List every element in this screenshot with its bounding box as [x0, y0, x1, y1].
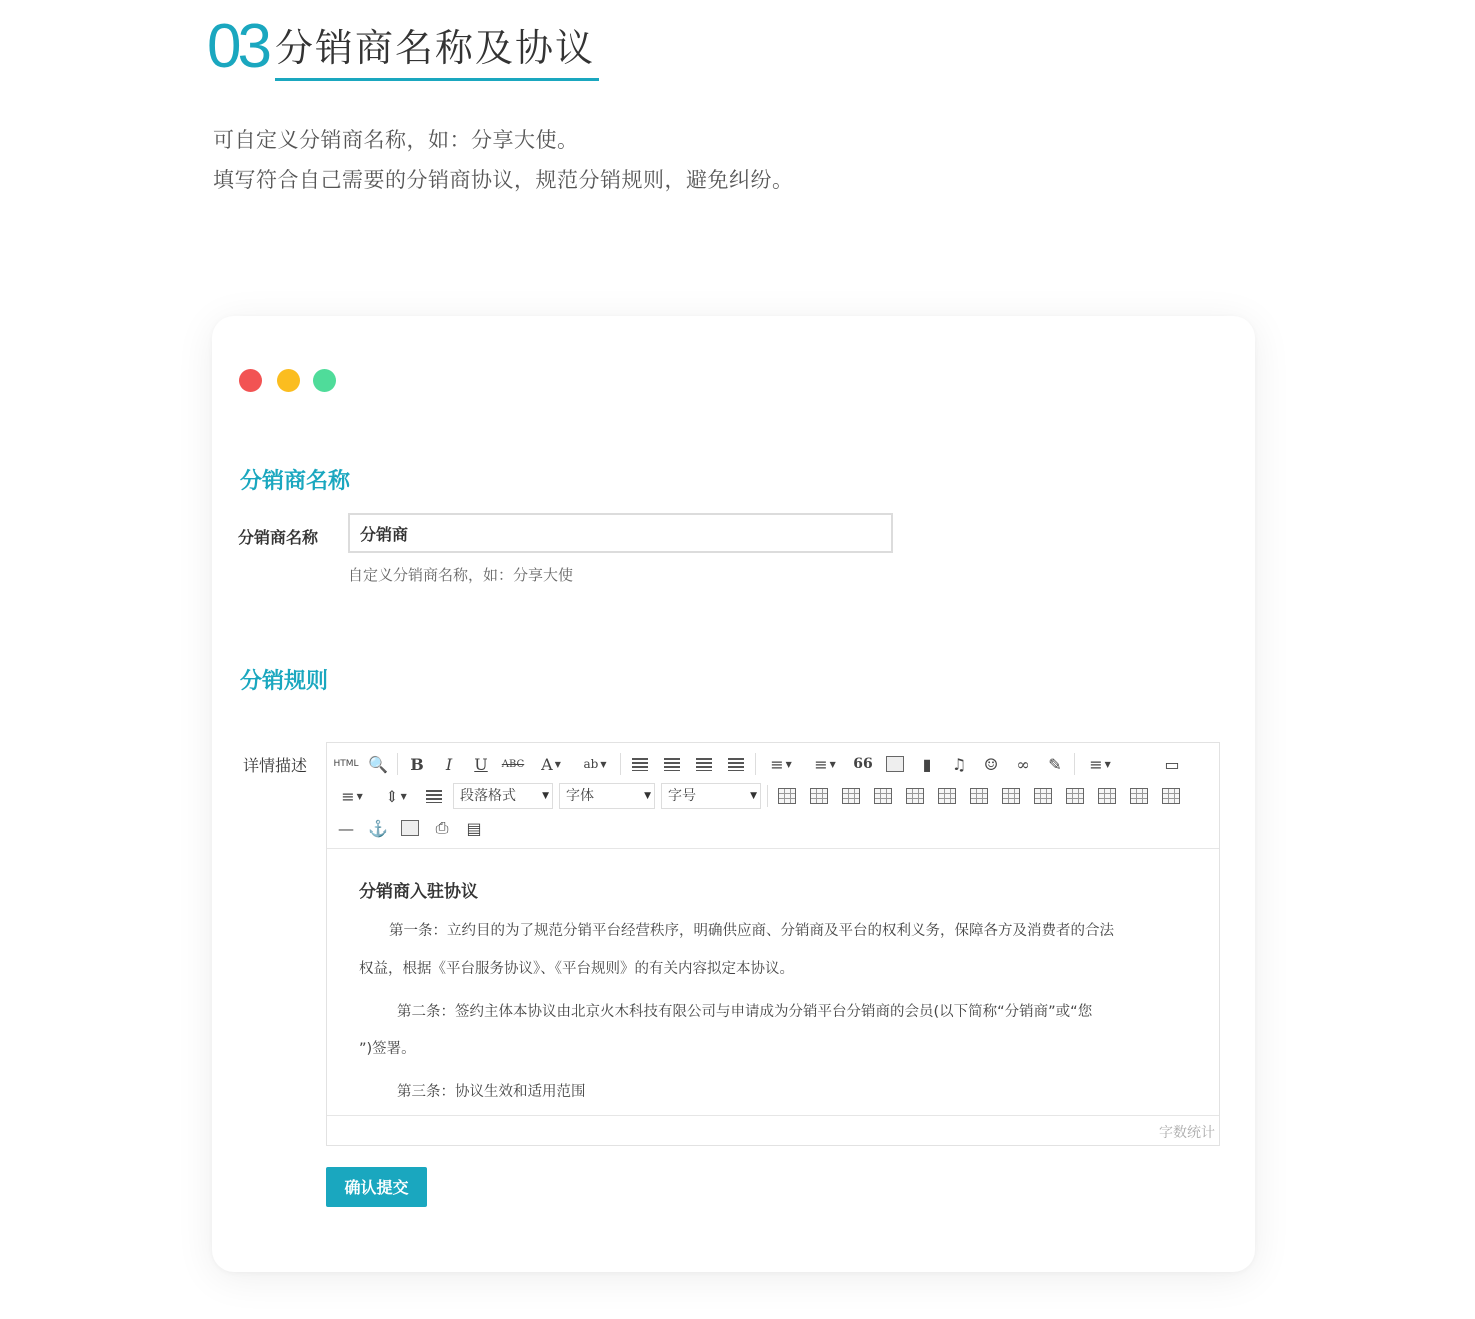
merge-down-icon[interactable]	[1030, 783, 1056, 809]
word-count-label: 字数统计	[1159, 1125, 1215, 1141]
html-source-button[interactable]: HTML	[333, 759, 359, 769]
agreement-title: 分销商入驻协议	[359, 882, 478, 902]
delete-col-icon[interactable]	[1158, 783, 1184, 809]
table-caption-icon[interactable]	[838, 783, 864, 809]
editor-content[interactable]	[327, 849, 1219, 1115]
agreement-paragraph: 第三条：协议生效和适用范围	[397, 1084, 586, 1100]
intro-text	[213, 120, 794, 200]
rich-text-editor	[326, 742, 1220, 1146]
editor-statusbar	[327, 1115, 1219, 1146]
name-field-label: 分销商名称	[238, 528, 319, 547]
horizontal-rule-icon[interactable]: —	[338, 818, 354, 838]
insert-table-icon[interactable]	[774, 783, 800, 809]
toolbar-row	[333, 750, 1191, 778]
paragraph-spacing-icon[interactable]: ≡ ▼	[341, 786, 363, 806]
align-left-icon[interactable]	[627, 751, 653, 777]
insert-paragraph-icon[interactable]	[902, 783, 928, 809]
split-cols-icon[interactable]	[1126, 783, 1152, 809]
ordered-list-icon[interactable]: ≡ ▼	[770, 754, 792, 774]
name-section-title: 分销商名称	[240, 469, 351, 494]
video-icon[interactable]: ▮	[922, 754, 932, 774]
blockquote-icon[interactable]: 66	[853, 756, 873, 772]
maximize-dot-icon[interactable]	[313, 369, 336, 392]
toolbar-divider	[397, 753, 398, 775]
minimize-dot-icon[interactable]	[277, 369, 300, 392]
bold-button[interactable]: B	[410, 754, 424, 774]
toolbar-divider	[755, 753, 756, 775]
preview-icon[interactable]: 🔍	[368, 754, 388, 774]
toolbar-divider	[1074, 753, 1075, 775]
indent-icon[interactable]	[421, 783, 447, 809]
paste-icon[interactable]: ▤	[466, 818, 482, 838]
name-field-hint: 自定义分销商名称，如：分享大使	[348, 566, 574, 584]
close-dot-icon[interactable]	[239, 369, 262, 392]
row-spacing-icon[interactable]: ⇕ ▼	[385, 786, 407, 806]
title-underline	[275, 78, 599, 81]
insert-column-icon[interactable]	[934, 783, 960, 809]
agreement-paragraph: 权益，根据《平台服务协议》、《平台规则》的有关内容拟定本协议。	[359, 961, 794, 977]
template-icon[interactable]	[397, 815, 423, 841]
merge-cells-icon[interactable]	[966, 783, 992, 809]
fullscreen-icon[interactable]: ▭	[1164, 754, 1180, 774]
font-size-select[interactable]: 字号 ▼	[661, 783, 761, 809]
toolbar-divider	[620, 753, 621, 775]
align-right-icon[interactable]	[691, 751, 717, 777]
eraser-icon[interactable]: ✎	[1048, 754, 1062, 774]
toolbar-row	[333, 782, 1190, 810]
agreement-paragraph: 第二条：签约主体本协议由北京火木科技有限公司与申请成为分销平台分销商的会员(以下简称“分销商”或“您	[397, 1004, 1093, 1020]
image-icon[interactable]	[882, 751, 908, 777]
align-center-icon[interactable]	[659, 751, 685, 777]
split-rows-icon[interactable]	[1094, 783, 1120, 809]
editor-toolbar	[327, 743, 1219, 849]
section-number: 03	[207, 12, 268, 81]
align-justify-icon[interactable]	[723, 751, 749, 777]
emoticon-icon[interactable]: ☺	[983, 754, 999, 774]
anchor-icon[interactable]: ⚓	[368, 818, 388, 838]
intro-line: 可自定义分销商名称，如：分享大使。	[213, 128, 579, 152]
intro-line: 填写符合自己需要的分销商协议，规范分销规则，避免纠纷。	[213, 168, 794, 192]
line-height-icon[interactable]: ≡ ▼	[1089, 754, 1111, 774]
highlight-color-button[interactable]: ab ▼	[583, 757, 607, 771]
print-icon[interactable]: ⎙	[435, 818, 449, 837]
toolbar-row	[333, 814, 493, 842]
split-cells-icon[interactable]	[1062, 783, 1088, 809]
underline-button[interactable]: U	[474, 754, 488, 774]
insert-row-icon[interactable]	[870, 783, 896, 809]
paragraph-format-select[interactable]: 段落格式 ▼	[453, 783, 553, 809]
italic-button[interactable]: I	[445, 754, 453, 774]
music-icon[interactable]: ♫	[951, 754, 967, 774]
font-family-select[interactable]: 字体 ▼	[559, 783, 655, 809]
strikethrough-button[interactable]: ABC	[501, 758, 525, 770]
submit-button[interactable]: 确认提交	[326, 1167, 427, 1207]
rules-section-title: 分销规则	[240, 669, 329, 694]
merge-right-icon[interactable]	[998, 783, 1024, 809]
link-icon[interactable]: ∞	[1016, 754, 1030, 774]
font-color-button[interactable]: A ▼	[541, 754, 561, 774]
agreement-paragraph: ”)签署。	[359, 1041, 416, 1057]
section-title: 分销商名称及协议	[275, 26, 596, 70]
agreement-paragraph: 第一条：立约目的为了规范分销平台经营秩序，明确供应商、分销商及平台的权利义务，保障各方及消费者的合法	[389, 923, 1114, 939]
app-window	[212, 316, 1255, 1272]
unordered-list-icon[interactable]: ≡ ▼	[814, 754, 836, 774]
distributor-name-input[interactable]	[348, 513, 893, 553]
details-field-label: 详情描述	[243, 756, 308, 775]
delete-table-icon[interactable]	[806, 783, 832, 809]
toolbar-divider	[767, 785, 768, 807]
